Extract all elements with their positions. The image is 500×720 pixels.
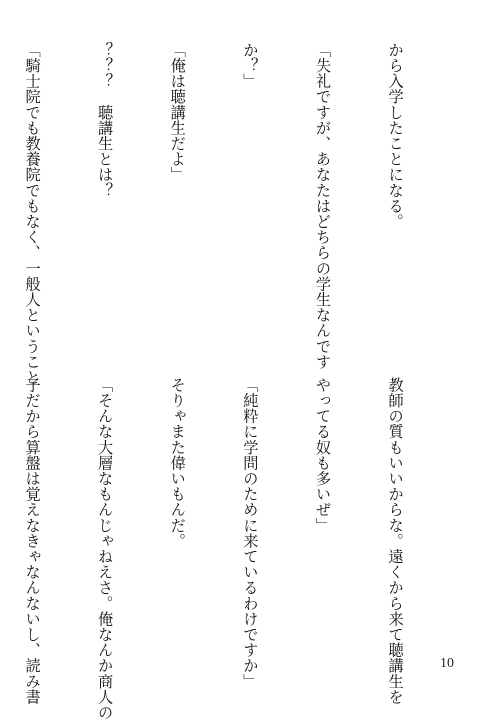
text-block-bottom — [0, 377, 456, 720]
text-line: から入学したことになる。 — [386, 42, 405, 230]
text-line: ？？？ 聴講生とは？ — [96, 42, 115, 198]
text-line: 子だから算盤は覚えなきゃなんないし、読み書 — [23, 377, 42, 705]
text-line: そりゃまた偉いもんだ。 — [168, 377, 187, 549]
text-line: 「俺は聴講生だよ」 — [168, 42, 187, 183]
text-line: か？」 — [241, 42, 260, 89]
text-line: 「純粋に学問のために来ているわけですか」 — [241, 377, 260, 689]
page-number: 10 — [440, 656, 454, 671]
text-line: 「騎士院でも教養院でもなく、一般人ということ — [23, 42, 42, 386]
text-line: 「そんな大層なもんじゃねえさ。俺なんか商人の — [96, 377, 115, 720]
text-line: やってる奴も多いぜ」 — [313, 377, 332, 533]
text-line: 「失礼ですが、あなたはどちらの学生なんです — [313, 42, 332, 370]
text-block-top — [0, 42, 456, 386]
text-line: 教師の質もいいからな。遠くから来て聴講生を — [386, 377, 405, 705]
